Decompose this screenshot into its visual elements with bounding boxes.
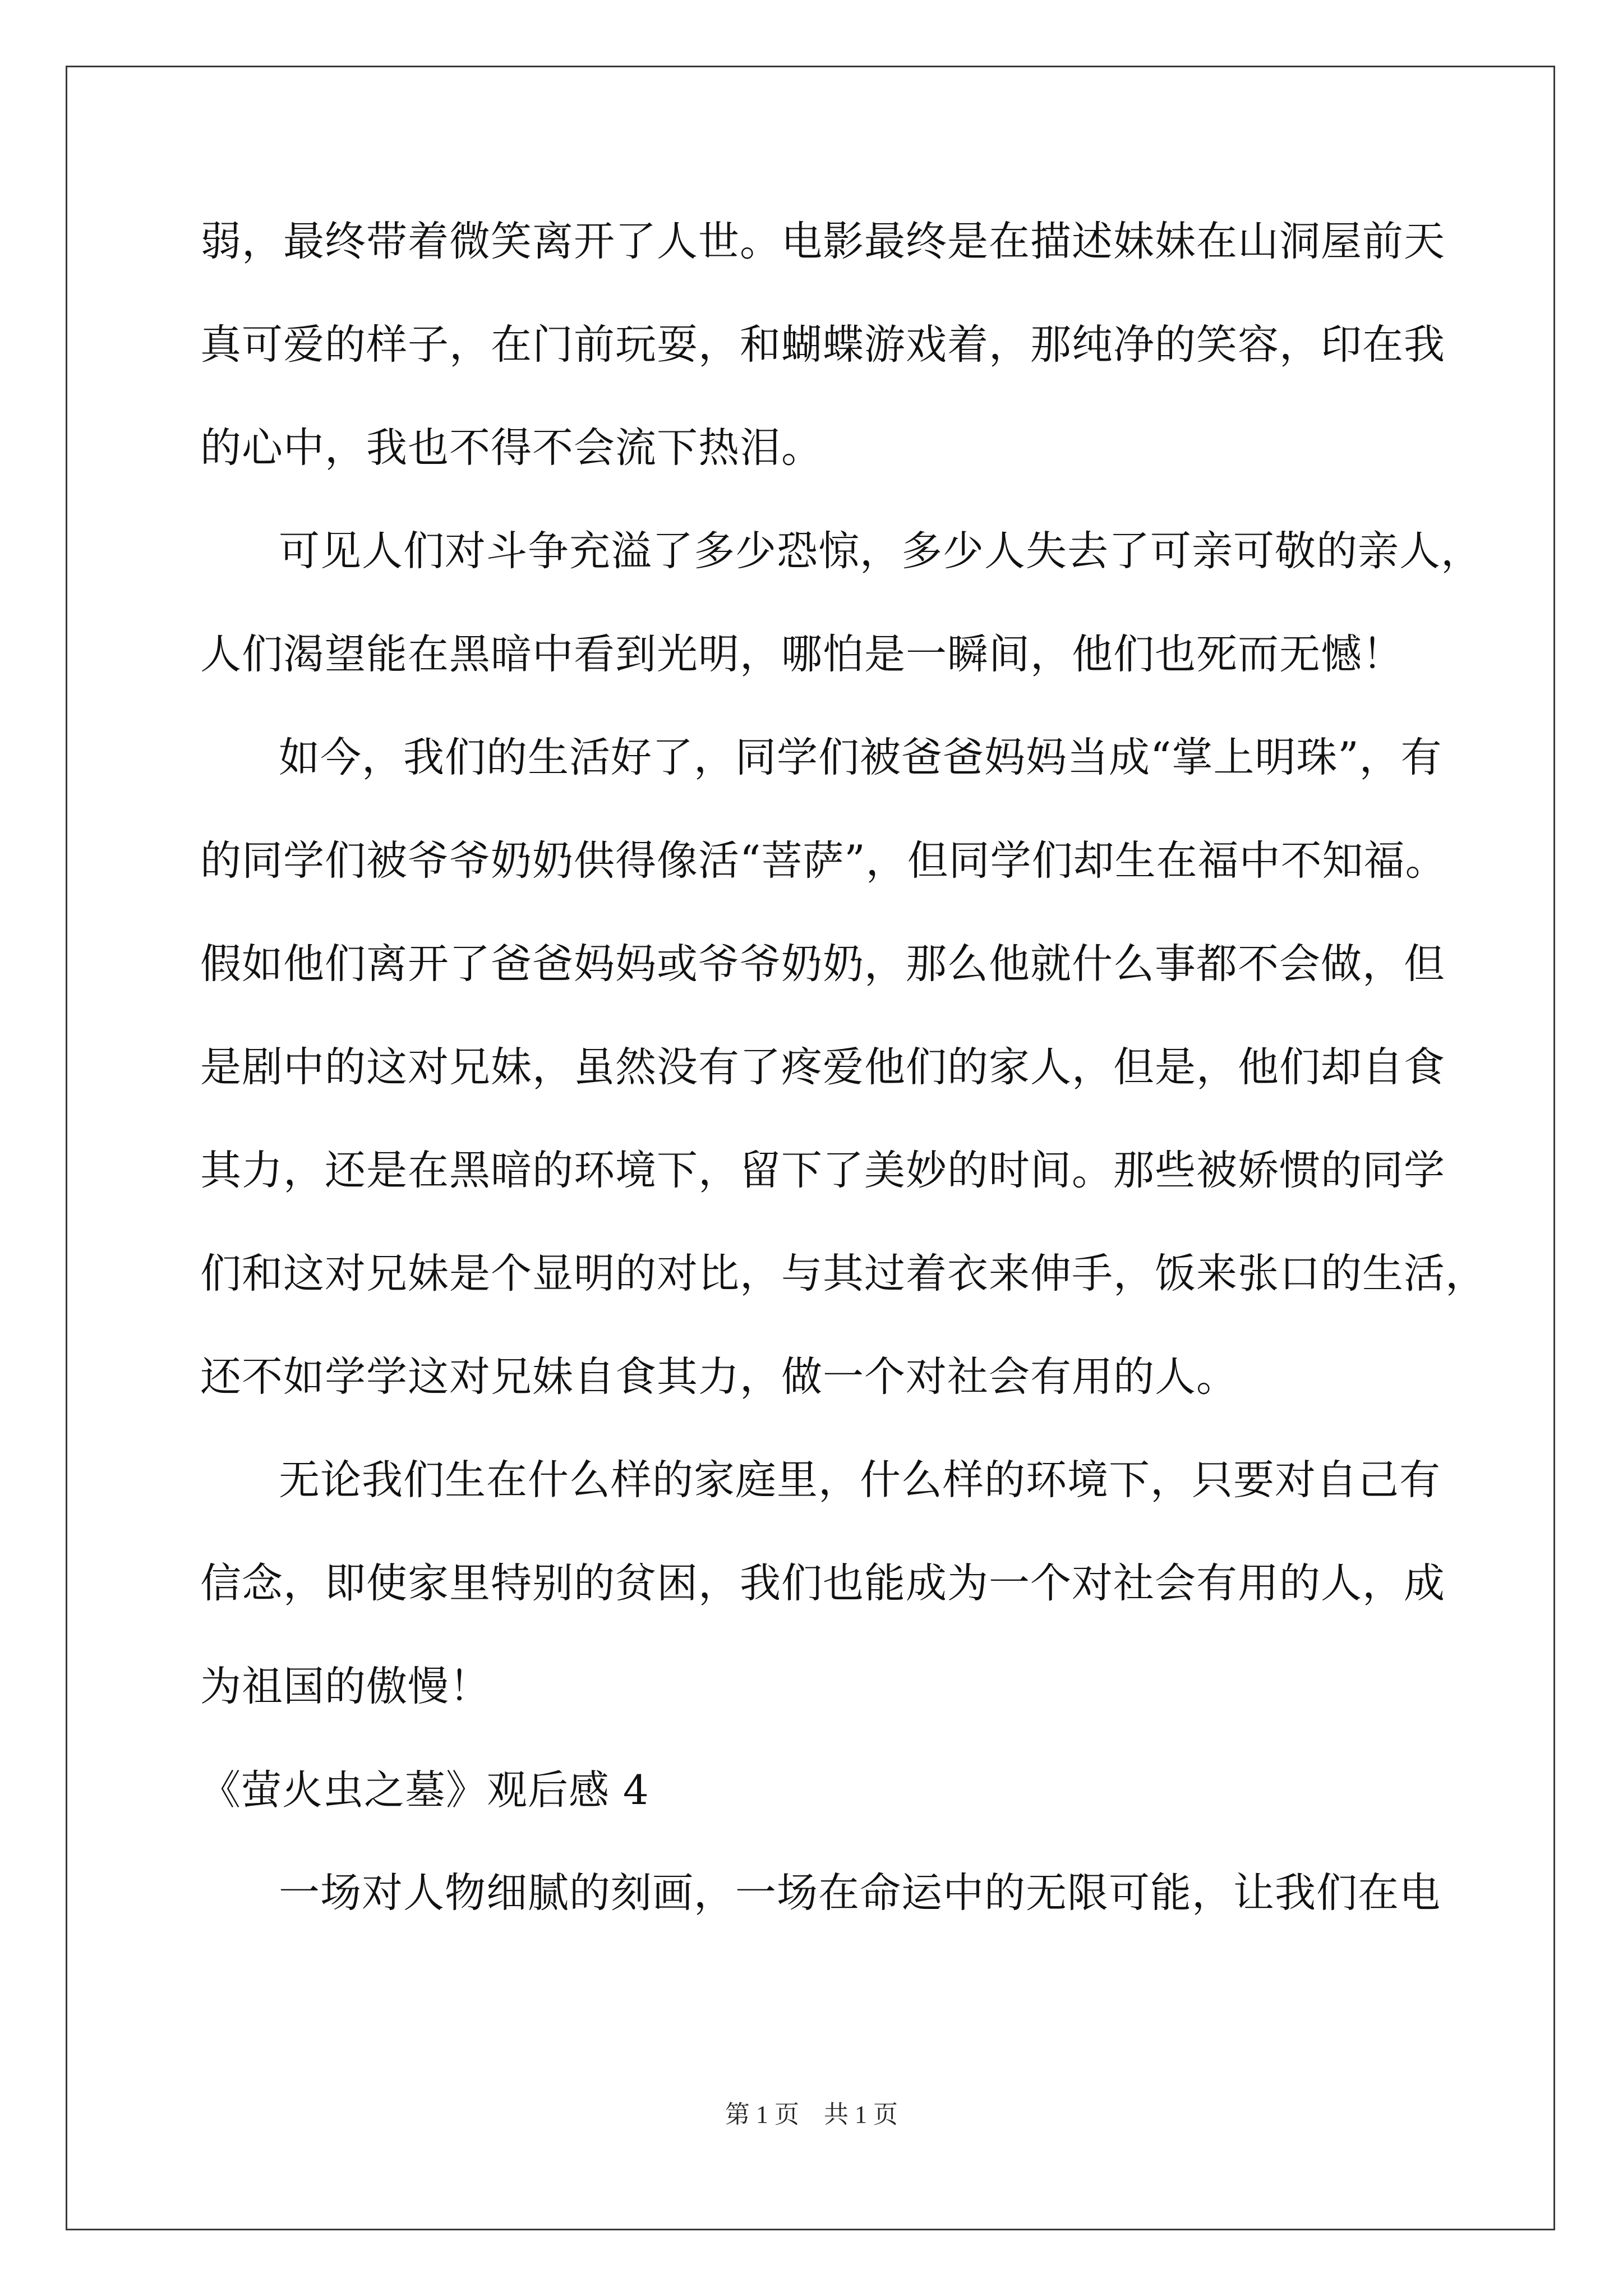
- paragraph-start-line: 如今，我们的生活好了，同学们被爸爸妈妈当成“掌上明珠”，有: [279, 734, 1442, 781]
- paragraph-start-line: 可见人们对斗争充溢了多少恐惊，多少人失去了可亲可敬的亲人，: [279, 527, 1482, 575]
- text-line: 的心中，我也不得不会流下热泪。: [200, 424, 823, 472]
- page-footer: 第 1 页 共 1 页: [725, 2101, 898, 2128]
- text-line: 们和这对兄妹是个显明的对比，与其过着衣来伸手，饭来张口的生活，: [200, 1250, 1487, 1297]
- text-line: 为祖国的傲慢！: [200, 1663, 491, 1710]
- text-line: 假如他们离开了爸爸妈妈或爷爷奶奶，那么他就什么事都不会做，但: [200, 940, 1445, 988]
- text-line: 是剧中的这对兄妹，虽然没有了疼爱他们的家人，但是，他们却自食: [200, 1043, 1445, 1091]
- text-line: 真可爱的样子，在门前玩耍，和蝴蝶游戏着，那纯净的笑容，印在我: [200, 321, 1445, 369]
- text-line: 人们渴望能在黑暗中看到光明，哪怕是一瞬间，他们也死而无憾！: [200, 631, 1404, 678]
- text-line: 其力，还是在黑暗的环境下，留下了美妙的时间。那些被娇惯的同学: [200, 1147, 1445, 1194]
- text-line: 的同学们被爷爷奶奶供得像活“菩萨”，但同学们却生在福中不知福。: [200, 837, 1447, 885]
- paragraph-start-line: 无论我们生在什么样的家庭里，什么样的环境下，只要对自己有: [279, 1456, 1441, 1504]
- text-line: 弱，最终带着微笑离开了人世。电影最终是在描述妹妹在山洞屋前天: [200, 218, 1445, 265]
- paragraph-start-line: 一场对人物细腻的刻画，一场在命运中的无限可能，让我们在电: [279, 1869, 1441, 1917]
- section-heading: 《萤火虫之墓》观后感 4: [200, 1766, 649, 1814]
- text-line: 信念，即使家里特别的贫困，我们也能成为一个对社会有用的人，成: [200, 1559, 1445, 1607]
- text-line: 还不如学学这对兄妹自食其力，做一个对社会有用的人。: [200, 1353, 1238, 1401]
